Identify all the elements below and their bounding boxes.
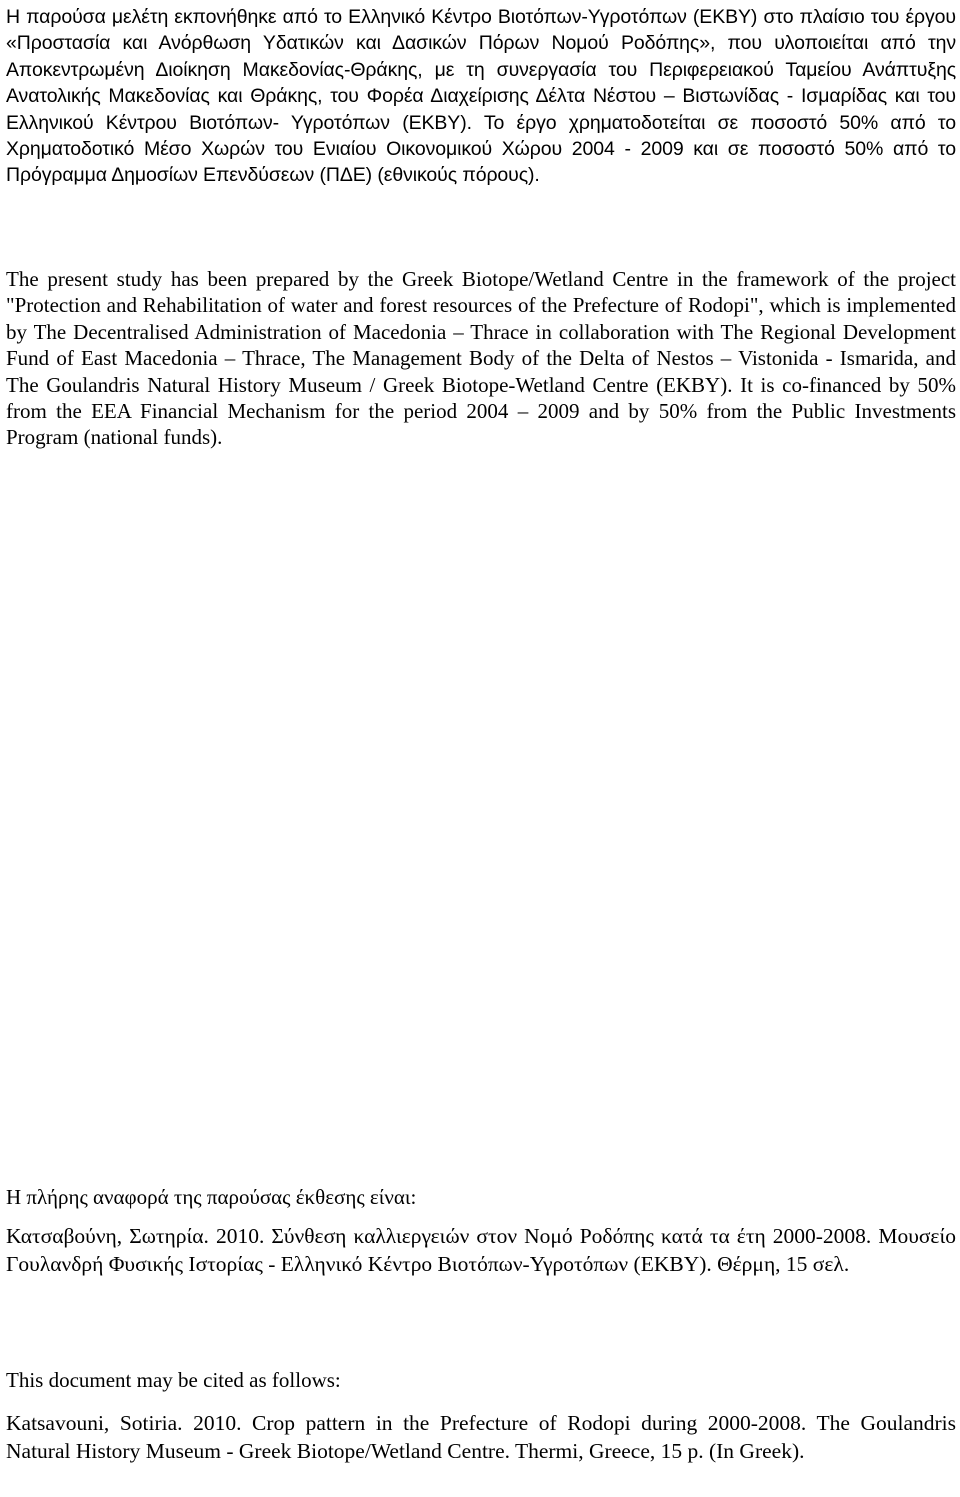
english-citation-text: Katsavouni, Sotiria. 2010. Crop pattern in the Prefecture of Rodopi during 2000-2008. The Goulandris Natural History Museum - Greek Biotope/Wetland Centre. Thermi, Greece, 15 p. (In Greek). xyxy=(6,1411,956,1463)
english-intro-paragraph: The present study has been prepared by the Greek Biotope/Wetland Centre in the framework of the project "Protection and Rehabilitation of water and forest resources of the Prefecture of Rodopi", which is implemented by The Decentralised Administration of Macedonia – Thrace in collaboration with The Regional Development Fund of East Macedonia – Thrace, The Management Body of the Delta of Nestos – Vistonida - Ismarida, and The Goulandris Natural History Museum / Greek Biotope-Wetland Centre (EKBY). It is co-financed by 50% from the EEA Financial Mechanism for the period 2004 – 2009 and by 50% from the Public Investments Program (national funds). xyxy=(6,267,956,450)
greek-citation-text: Κατσαβούνη, Σωτηρία. 2010. Σύνθεση καλλιεργειών στον Νομό Ροδόπης κατά τα έτη 2000-2008. Μουσείο Γουλανδρή Φυσικής Ιστορίας - Ελληνικό Κέντρο Βιοτόπων-Υγροτόπων (ΕΚΒΥ). Θέρμη, 15 σελ. xyxy=(6,1224,956,1276)
english-citation-heading: This document may be cited as follows: xyxy=(6,1368,341,1392)
greek-citation-heading: Η πλήρης αναφορά της παρούσας έκθεσης είναι: xyxy=(6,1185,417,1209)
greek-intro-paragraph: Η παρούσα μελέτη εκπονήθηκε από το Ελληνικό Κέντρο Βιοτόπων-Υγροτόπων (ΕΚΒΥ) στο πλαίσιο του έργου «Προστασία και Ανόρθωση Υδατικών και Δασικών Πόρων Νομού Ροδόπης», που υλοποιείται από την Αποκεντρωμένη Διοίκηση Μακεδονίας-Θράκης, με τη συνεργασία του Περιφερειακού Ταμείου Ανάπτυξης Ανατολικής Μακεδονίας και Θράκης, του Φορέα Διαχείρισης Δέλτα Νέστου – Βιστωνίδας - Ισμαρίδας και του Ελληνικού Κέντρου Βιοτόπων- Υγροτόπων (ΕΚΒΥ). Το έργο χρηματοδοτείται σε ποσοστό 50% από το Χρηματοδοτικό Μέσο Χωρών του Ενιαίου Οικονομικού Χώρου 2004 - 2009 και σε ποσοστό 50% από το Πρόγραμμα Δημοσίων Επενδύσεων (ΠΔΕ) (εθνικούς πόρους). xyxy=(6,6,956,187)
